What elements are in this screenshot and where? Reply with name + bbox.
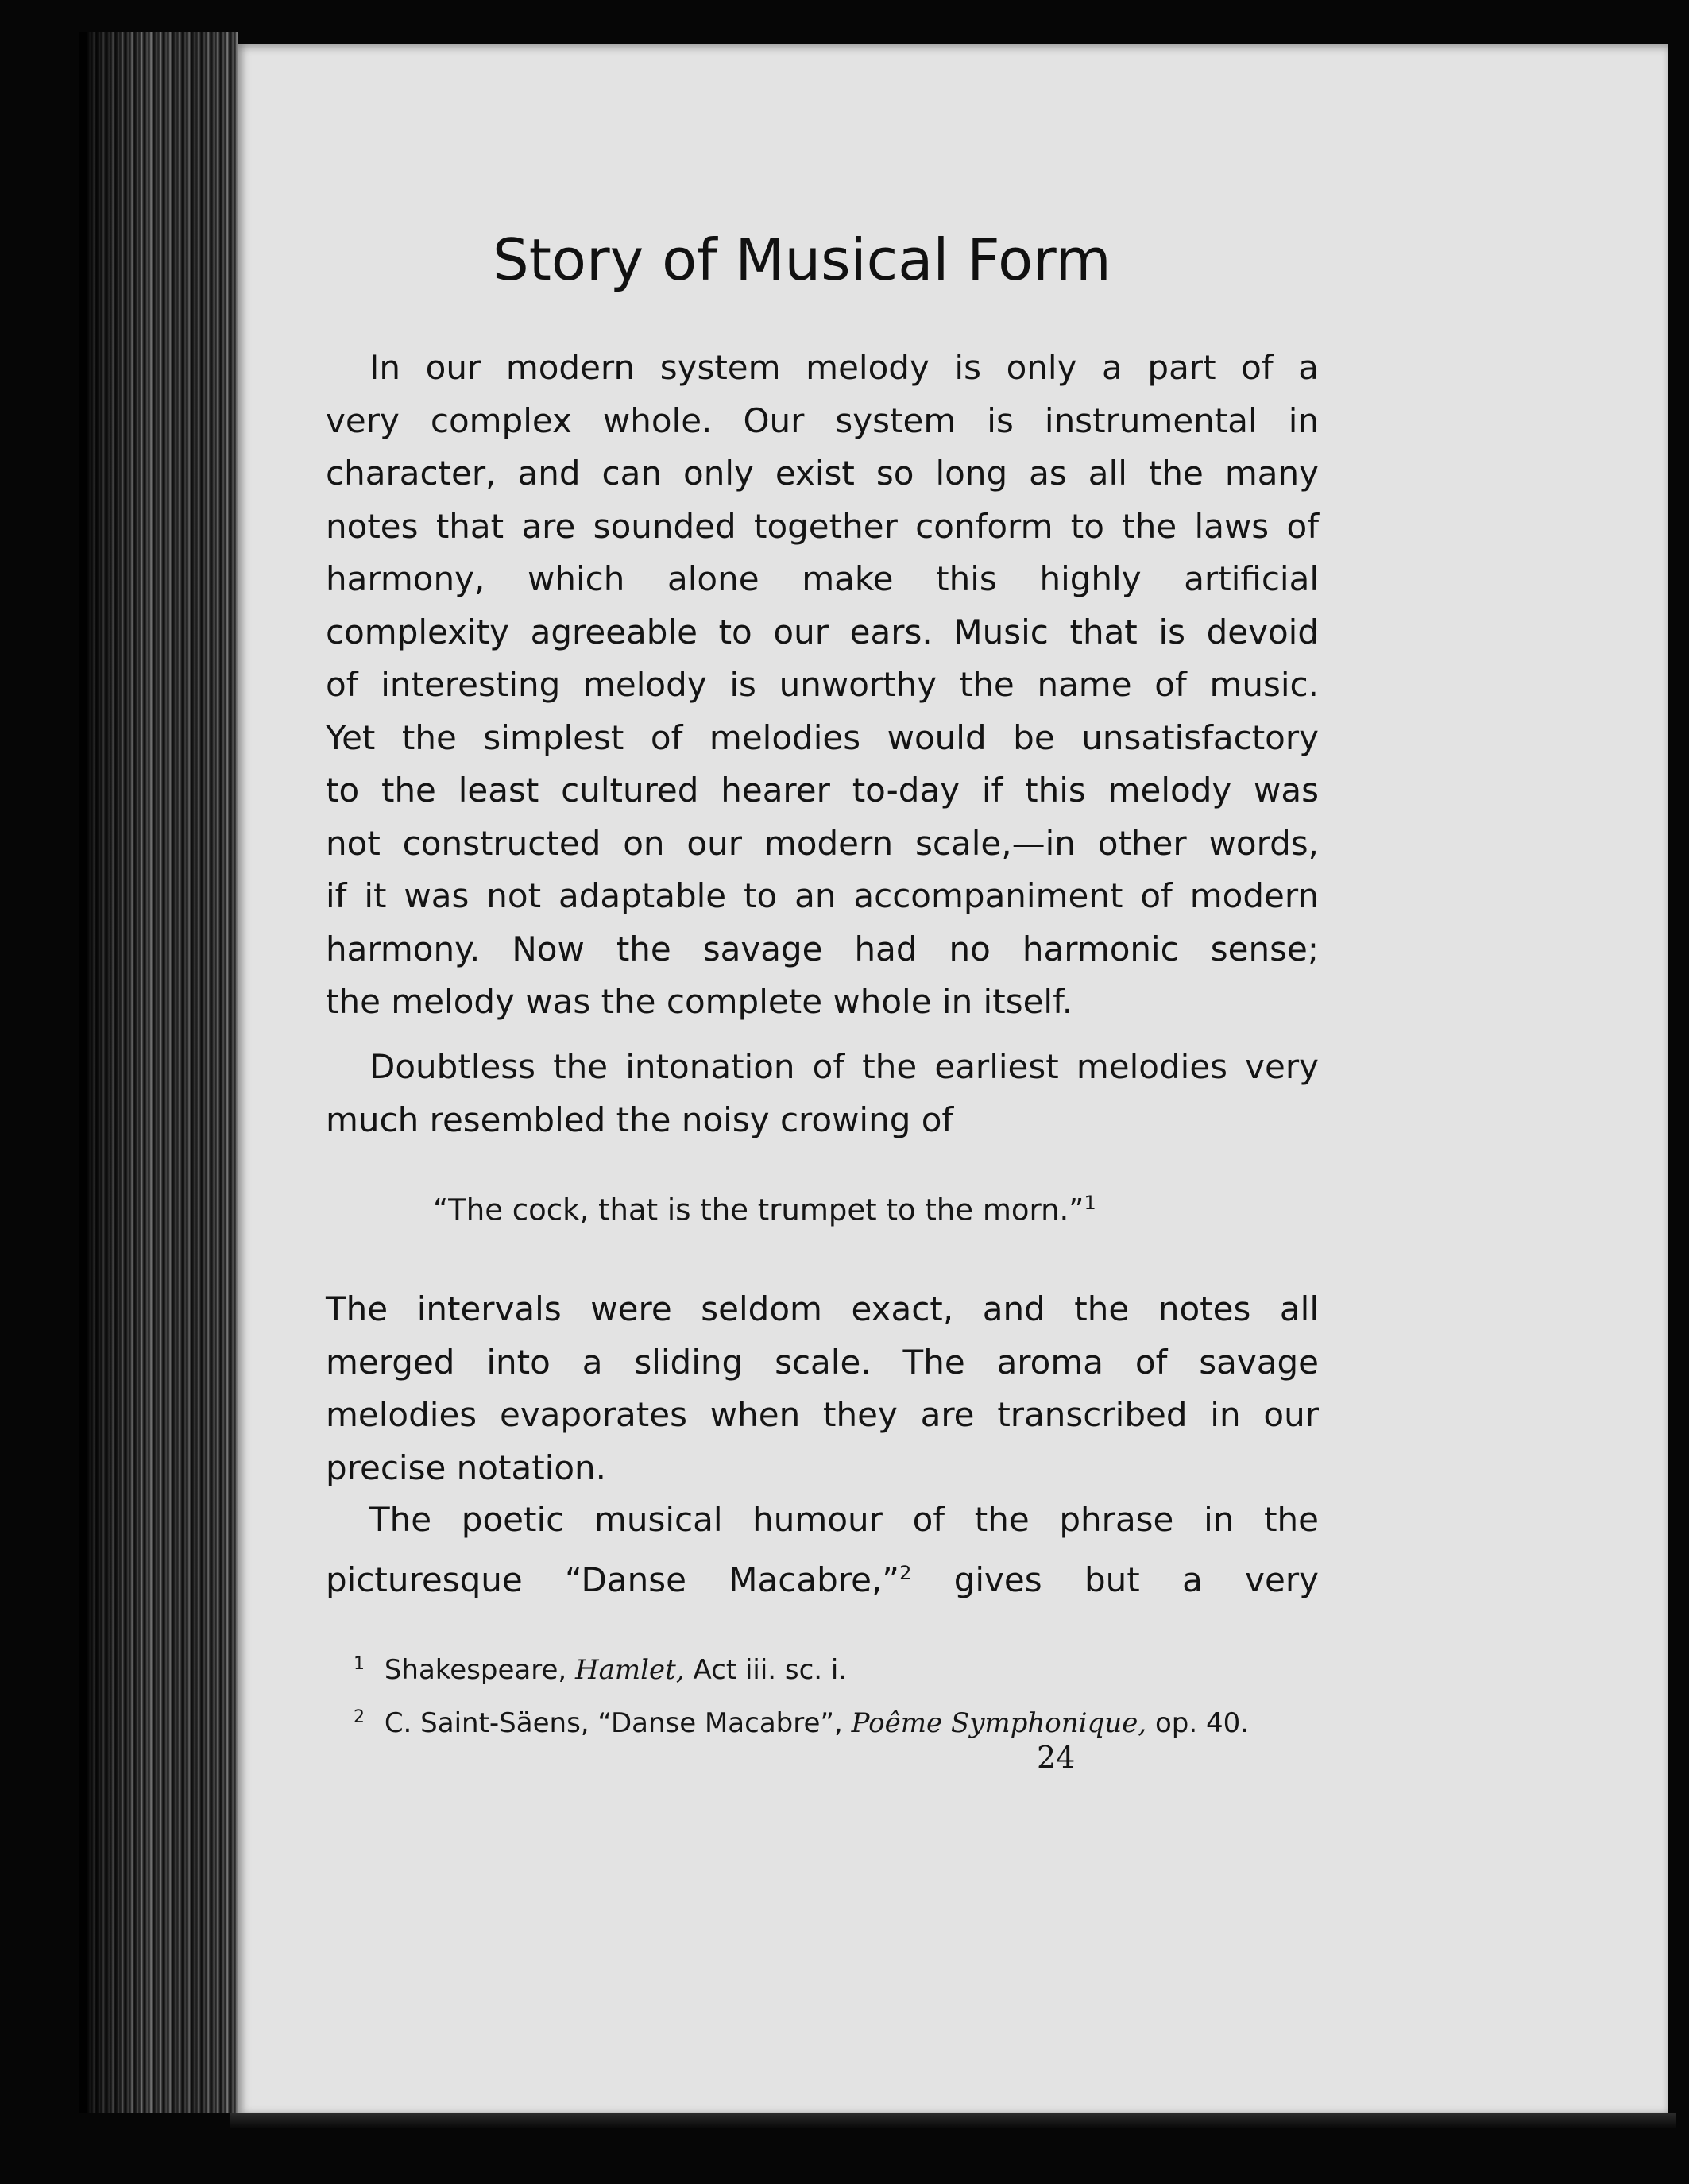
page-title: Story of Musical Form <box>493 226 1111 293</box>
footnote-title: Hamlet, <box>575 1654 685 1686</box>
text-line: harmony. Now the savage had no harmonic sense; <box>326 929 1319 968</box>
page-number: 24 <box>1037 1740 1076 1775</box>
text-line: very complex whole. Our system is instrumental in <box>326 400 1319 440</box>
text-line: The intervals were seldom exact, and the notes all <box>326 1289 1319 1328</box>
text-line: precise notation. <box>326 1448 607 1487</box>
text-line: to the least cultured hearer to-day if this melody was <box>326 771 1319 810</box>
text-line: much resembled the noisy crowing of <box>326 1100 954 1139</box>
text-line: melodies evaporates when they are transcribed in our <box>326 1395 1319 1434</box>
text-line: character, and can only exist so long as all the many <box>326 454 1319 493</box>
text-line: Yet the simplest of melodies would be unsatisfactory <box>326 717 1319 757</box>
text-line: not constructed on our modern scale,—in other words, <box>326 823 1319 863</box>
text-line: merged into a sliding scale. The aroma of savage <box>326 1342 1319 1382</box>
verse-quote <box>433 1192 1096 1227</box>
text-line: The poetic musical humour of the phrase in the <box>369 1500 1319 1539</box>
text-line: if it was not adaptable to an accompaniment of modern <box>326 876 1319 915</box>
quote-text: “The cock, that is the trumpet to the morn.” <box>433 1193 1084 1227</box>
spine-shadow <box>79 32 246 2113</box>
text-line: the melody was the complete whole in itself. <box>326 982 1073 1021</box>
text-line: notes that are sounded together conform to the laws of <box>326 506 1319 546</box>
text-line: complexity agreeable to our ears. Music that is devoid <box>326 612 1319 651</box>
footnotes <box>354 1641 1386 1747</box>
footnote-title: Poême Symphonique, <box>851 1707 1147 1739</box>
footnote-ref: 1 <box>1084 1192 1096 1214</box>
footnote-text: op. 40. <box>1154 1707 1250 1739</box>
paragraph-2 <box>326 1041 1319 1146</box>
paragraph-4 <box>326 1494 1319 1599</box>
footnote <box>354 1694 1386 1747</box>
footnote-number: 1 <box>354 1654 365 1674</box>
text-line: In our modern system melody is only a part of a <box>369 348 1319 387</box>
page-bottom-edge <box>230 2113 1676 2128</box>
paragraph-3 <box>326 1283 1319 1494</box>
footnote-text: Act iii. sc. i. <box>693 1654 848 1686</box>
paragraph-1 <box>326 342 1319 1029</box>
text-line: Doubtless the intonation of the earliest melodies very <box>369 1047 1319 1086</box>
footnote-text: Shakespeare, <box>384 1654 567 1686</box>
footnote-ref: 2 <box>899 1561 912 1584</box>
text-line: picturesque “Danse Macabre,”$^2$ gives but a very <box>326 1560 1319 1599</box>
text-line: of interesting melody is unworthy the name of music. <box>326 665 1319 704</box>
footnote-number: 2 <box>354 1707 365 1727</box>
text-line: harmony, which alone make this highly artificial <box>326 559 1319 598</box>
footnote-text: C. Saint-Säens, “Danse Macabre”, <box>384 1707 843 1739</box>
footnote <box>354 1641 1386 1694</box>
